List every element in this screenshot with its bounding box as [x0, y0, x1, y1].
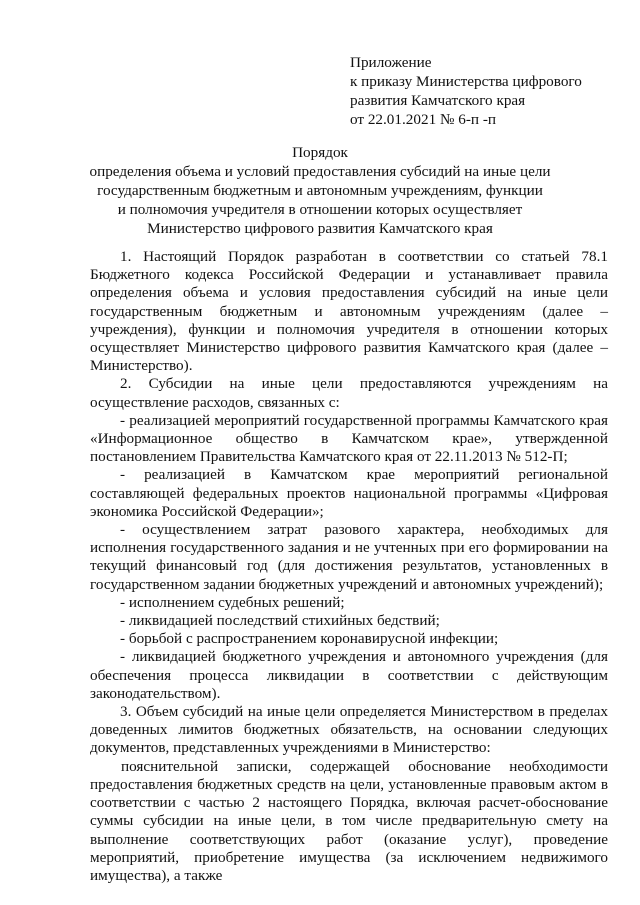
paragraph-bullet-4: - исполнением судебных решений; [120, 593, 345, 611]
paragraph-bullet-5: - ликвидацией последствий стихийных бедствий; [120, 612, 440, 630]
paragraph-bullet-1: - реализацией мероприятий государственной программы Камчатского края «Информационное общество в Камчатском крае», утвержденной постановлением Правительства Камчатского края от 22.11.2013 № 512-П; [90, 411, 608, 466]
paragraph-1: 1. Настоящий Порядок разработан в соответствии со статьей 78.1 Бюджетного кодекса Российской Федерации и устанавливает правила определения объема и условия предоставления субсидий на иные цели государственным бюджетным и автономным учреждениям (далее – учреждения), функции и полномочия учредителя в отношении которых осуществляет Министерство цифрового развития Камчатского края (далее – Министерство). [90, 248, 608, 375]
document-body [90, 248, 608, 885]
title-line-1: Порядок [292, 144, 348, 161]
paragraph-bullet-6: - борьбой с распространением коронавирусной инфекции; [120, 630, 499, 648]
title-line-2: определения объема и условий предоставления субсидий на иные цели [89, 163, 551, 180]
paragraph-bullet-3: - осуществлением затрат разового характера, необходимых для исполнения государственного задания и не учтенных при его формировании на текущий финансовый год (для достижения результатов, установленных в государственном задании бюджетных учреждений и автономных учреждений); [90, 521, 608, 593]
title-line-3: государственным бюджетным и автономным учреждениям, функции [97, 182, 543, 199]
title-line-5: Министерство цифрового развития Камчатского края [147, 220, 493, 237]
paragraph-2: 2. Субсидии на иные цели предоставляются учреждениям на осуществление расходов, связанных с: [90, 375, 608, 411]
approval-line-3: развития Камчатского края [350, 92, 526, 109]
approval-line-1: Приложение [350, 54, 432, 71]
title-line-4: и полномочия учредителя в отношении которых осуществляет [117, 201, 523, 218]
paragraph-3: 3. Объем субсидий на иные цели определяется Министерством в пределах доведенных лимитов бюджетных обязательств, на основании следующих документов, представленных учреждениями в Министерство: [90, 703, 608, 757]
approval-line-4: от 22.01.2021 № 6-п -п [350, 111, 497, 128]
paragraph-bullet-2: - реализацией в Камчатском крае мероприятий региональной составляющей федеральных проектов национальной программы «Цифровая экономика Российской Федерации»; [90, 466, 608, 520]
approval-line-2: к приказу Министерства цифрового [350, 73, 582, 90]
approval-block [350, 53, 582, 129]
paragraph-bullet-7: - ликвидацией бюджетного учреждения и автономного учреждения (для обеспечения процесса ликвидации в соответствии с действующим законодательством). [90, 648, 608, 702]
paragraph-explanatory-note: пояснительной записки, содержащей обоснование необходимости предоставления бюджетных средств на цели, установленные правовым актом в соответствии с частью 2 настоящего Порядка, включая расчет-обоснование суммы субсидии на иные цели, в том числе предварительную смету на выполнение соответствующих работ (оказание услуг), проведение мероприятий, приобретение имущества (за исключением недвижимого имущества), а также [90, 757, 608, 884]
document-title [0, 143, 640, 238]
